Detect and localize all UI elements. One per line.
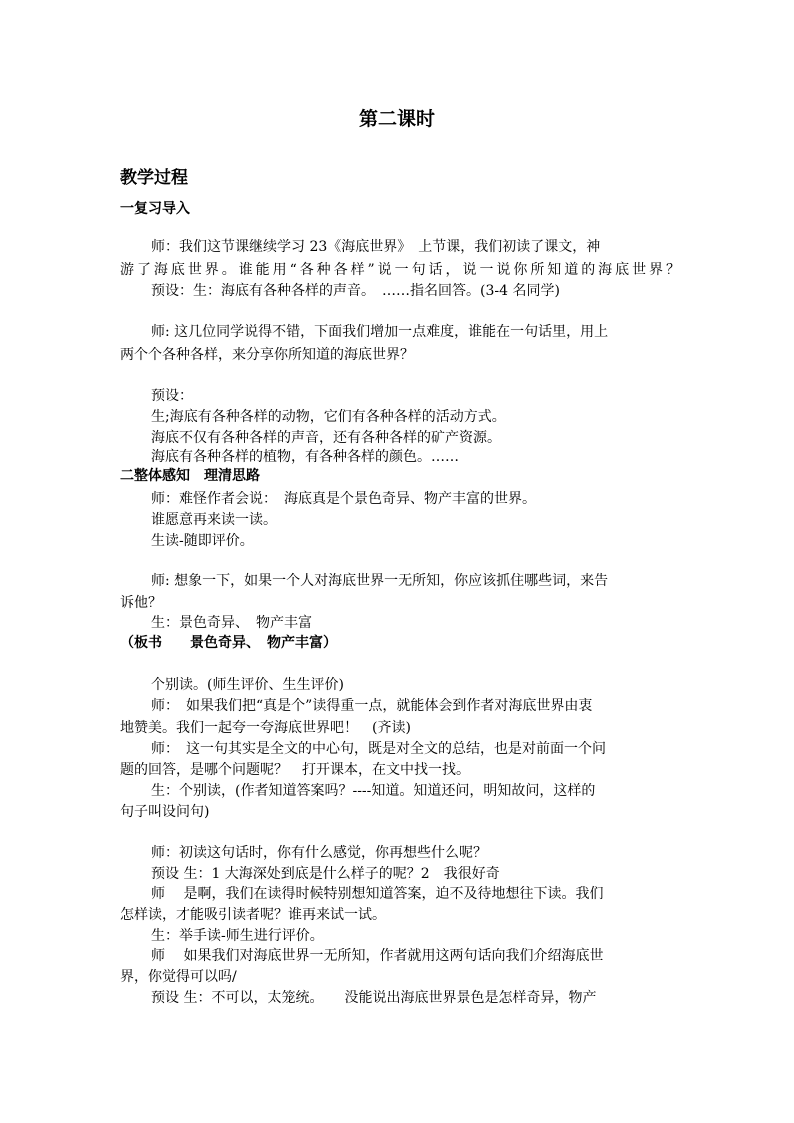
paragraph-line: 预设 生：不可以，太笼统。 没能说出海底世界景色是怎样奇异，物产 bbox=[151, 990, 597, 1006]
paragraph-line: 师：难怪作者会说： 海底真是个景色奇异、物产丰富的世界。 bbox=[151, 491, 536, 507]
paragraph-line: 个别读。(师生评价、生生评价) bbox=[151, 677, 344, 693]
paragraph-line: 师： 这一句其实是全文的中心句，既是对全文的总结，也是对前面一个问 bbox=[151, 741, 606, 757]
paragraph-line: 师 如果我们对海底世界一无所知，作者就用这两句话向我们介绍海底世 bbox=[151, 948, 604, 964]
paragraph-line: 句子叫设问句) bbox=[120, 804, 210, 820]
paragraph-line: 生;海底有各种各样的动物，它们有各种各样的活动方式。 bbox=[151, 409, 506, 425]
paragraph-line: 生：景色奇异、 物产丰富 bbox=[151, 615, 312, 631]
paragraph-line: 师：我们这节课继续学习 23《海底世界》 上节课，我们初读了课文，神 bbox=[151, 239, 601, 255]
paragraph-line: 预设： bbox=[151, 388, 193, 404]
paragraph-line: 地赞美。我们一起夸一夸海底世界吧！ (齐读) bbox=[120, 720, 411, 736]
paragraph-line: 题的回答，是哪个问题呢？ 打开课本，在文中找一找。 bbox=[120, 762, 470, 778]
paragraph-line: 游了海底世界。谁能用“各种各样”说一句话，说一说你所知道的海底世界？ bbox=[120, 262, 680, 278]
paragraph-line: 界，你觉得可以吗/ bbox=[120, 969, 237, 985]
paragraph-line: 师 是啊，我们在读得时候特别想知道答案，迫不及待地想往下读。我们 bbox=[151, 886, 604, 902]
paragraph-line: 怎样读，才能吸引读者呢？谁再来试一试。 bbox=[120, 907, 386, 923]
blackboard-note: （板书 景色奇异、 物产丰富） bbox=[120, 635, 337, 651]
paragraph-line: 生：举手读-师生进行评价。 bbox=[151, 928, 324, 944]
paragraph-line: 师: 这几位同学说得不错，下面我们增加一点难度，谁能在一句话里，用上 bbox=[151, 324, 609, 340]
paragraph-line: 生读-随即评价。 bbox=[151, 533, 254, 549]
paragraph-line: 生：个别读，(作者知道答案吗？----知道。知道还问，明知故问，这样的 bbox=[151, 783, 596, 799]
section-heading-review: 一复习导入 bbox=[120, 201, 190, 217]
paragraph-line: 师: 想象一下，如果一个人对海底世界一无所知，你应该抓住哪些词，来告 bbox=[151, 573, 609, 589]
paragraph-line: 谁愿意再来读一读。 bbox=[151, 512, 277, 528]
paragraph-line: 预设：生：海底有各种各样的声音。 ……指名回答。(3-4 名同学) bbox=[151, 283, 560, 299]
section-heading-overview: 二整体感知 理清思路 bbox=[120, 468, 260, 484]
paragraph-line: 两个个各种各样，来分享你所知道的海底世界？ bbox=[120, 347, 414, 363]
paragraph-line: 师： 如果我们把“真是个”读得重一点，就能体会到作者对海底世界由衷 bbox=[151, 698, 593, 714]
section-heading-teaching-process: 教学过程 bbox=[120, 168, 188, 188]
lesson-title: 第二课时 bbox=[358, 108, 435, 130]
paragraph-line: 预设 生：1 大海深处到底是什么样子的呢？2 我很好奇 bbox=[151, 866, 500, 882]
paragraph-line: 师：初读这句话时，你有什么感觉，你再想些什么呢？ bbox=[151, 845, 487, 861]
paragraph-line: 海底有各种各样的植物，有各种各样的颜色。…… bbox=[151, 449, 459, 465]
paragraph-line: 诉他？ bbox=[120, 595, 162, 611]
paragraph-line: 海底不仅有各种各样的声音，还有各种各样的矿产资源。 bbox=[151, 430, 501, 446]
